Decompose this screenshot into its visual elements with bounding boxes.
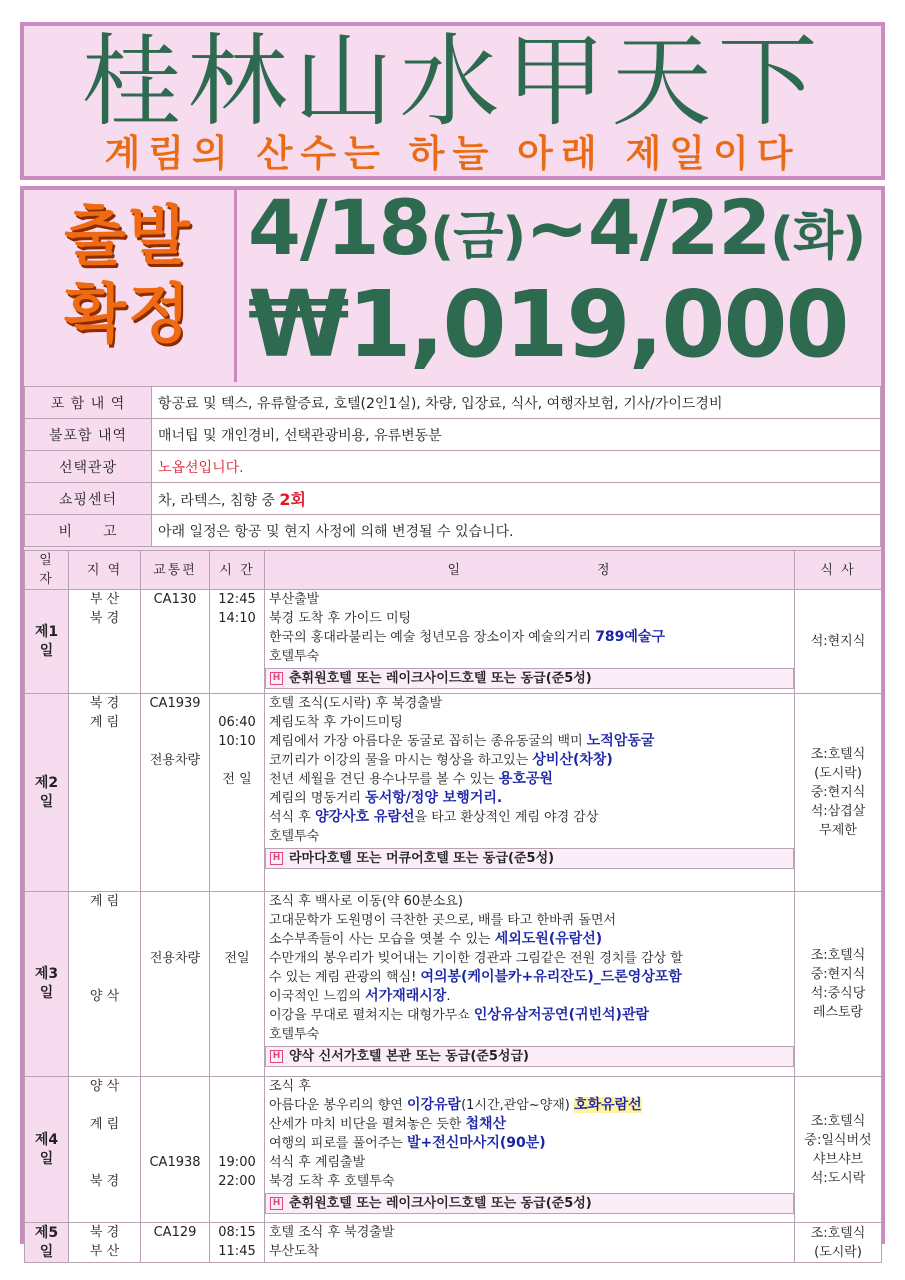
itinerary-text: 석식 후	[269, 810, 315, 825]
meal-info: (도시락)	[814, 766, 862, 781]
region-name: 양 삭	[89, 989, 120, 1004]
itinerary-line	[269, 1096, 790, 1115]
excluded-value: 매너팁 및 개인경비, 선택관광비용, 유류변동분	[152, 419, 881, 451]
itinerary-line	[269, 789, 790, 808]
day-row-5	[25, 1223, 882, 1263]
meal-info: 석:현지식	[810, 634, 866, 649]
tour-panel	[20, 183, 885, 1260]
itinerary-line: 수만개의 봉우리가 빚어내는 기이한 경관과 그림같은 전원 경치를 감상 할	[269, 951, 683, 966]
highlight-attraction: 동서항/정양 보행거리.	[365, 790, 503, 806]
itinerary-line: 고대문학가 도원명이 극찬한 곳으로, 배를 타고 한바퀴 돌면서	[269, 913, 617, 928]
day-row-2	[25, 694, 882, 892]
highlight-attraction: 용호공원	[498, 771, 553, 787]
itinerary-line	[269, 968, 790, 987]
header-region: 지 역	[69, 551, 141, 590]
optional-value: 노옵션입니다.	[152, 451, 881, 483]
itinerary-line: 호텔투숙	[269, 1027, 320, 1042]
banner-divider	[234, 190, 237, 382]
itinerary-line: 부산도착	[269, 1244, 320, 1259]
meal-cell	[795, 694, 882, 892]
highlight-attraction: 여의봉(케이블카+유리잔도)_드론영상포함	[420, 969, 682, 985]
region-name: 양 삭	[89, 1079, 120, 1094]
itinerary-text: 천년 세월을 견딘 용수나무를 볼 수 있는	[269, 772, 499, 787]
transport-cell	[141, 694, 210, 892]
highlight-attraction: 상비산(차창)	[532, 752, 613, 768]
flight-number: CA129	[153, 1225, 197, 1240]
transport-cell	[141, 590, 210, 694]
hotel-icon: H	[270, 852, 283, 865]
included-label: 포 함 내 역	[25, 387, 152, 419]
time-value: 08:15	[218, 1225, 256, 1240]
meal-info: 레스토랑	[812, 1005, 864, 1020]
itinerary-line: 북경 도착 후 호텔투숙	[269, 1174, 395, 1189]
region-name: 부 산	[89, 592, 120, 607]
itinerary-cell	[265, 1077, 795, 1223]
day-row-1	[25, 590, 882, 694]
itinerary-line	[269, 930, 790, 949]
itinerary-line	[269, 770, 790, 789]
itinerary-line: 계림도착 후 가이드미팅	[269, 715, 403, 730]
region-cell	[69, 1223, 141, 1263]
time-value: 10:10	[218, 734, 256, 749]
travel-dates	[248, 184, 888, 281]
itinerary-text: 소수부족들이 사는 모습을 엿볼 수 있는	[269, 932, 495, 947]
itinerary-text: 을 타고 환상적인 계림 야경 감상	[414, 810, 599, 825]
tour-price: ₩1,019,000	[248, 271, 848, 378]
info-table	[24, 386, 881, 547]
header-day: 일 자	[25, 551, 69, 590]
itinerary-cell	[265, 694, 795, 892]
itinerary-cell	[265, 1223, 795, 1263]
time-value: 전일	[224, 951, 250, 966]
day-label: 제2일	[25, 694, 69, 892]
header-itinerary: 일 정	[265, 551, 795, 590]
highlight-attraction: 첩채산	[465, 1116, 507, 1132]
meal-info: 무제한	[819, 823, 857, 838]
highlight-attraction: 세외도원(유람선)	[494, 931, 603, 947]
meal-info: 조:호텔식	[810, 948, 866, 963]
itinerary-line	[269, 1006, 790, 1025]
meal-info: 중:현지식	[810, 785, 866, 800]
confirm-line-1: 출발	[64, 200, 192, 274]
header-time: 시 간	[210, 551, 265, 590]
meal-info: 조:호텔식	[810, 1225, 866, 1241]
flight-number: CA1939	[149, 696, 201, 711]
highlight-attraction: 서가재래시장	[365, 988, 447, 1004]
time-value: 22:00	[218, 1174, 256, 1189]
region-cell	[69, 694, 141, 892]
itinerary-line	[269, 732, 790, 751]
hotel-icon: H	[270, 672, 283, 685]
itinerary-text: 코끼리가 이강의 물을 마시는 형상을 하고있는	[269, 753, 533, 768]
start-date: 4/18	[248, 183, 431, 272]
day-label: 제1일	[25, 590, 69, 694]
hotel-name: 양삭 신서가호텔 본관 또는 동급(준5성급)	[289, 1049, 529, 1064]
meal-cell	[795, 892, 882, 1077]
meal-info: 석:중식당	[810, 986, 866, 1001]
itinerary-line: 호텔투숙	[269, 649, 320, 664]
itinerary-line	[269, 1115, 790, 1134]
time-cell	[210, 694, 265, 892]
time-value: 11:45	[218, 1244, 256, 1259]
itinerary-line	[269, 1134, 790, 1153]
hotel-name: 춘휘원호텔 또는 레이크사이드호텔 또는 동급(준5성)	[289, 1196, 592, 1211]
itinerary-text: 계림에서 가장 아름다운 동굴로 꼽히는 종유동굴의 백미	[269, 734, 587, 749]
itinerary-header-row	[25, 551, 882, 590]
hotel-icon: H	[270, 1197, 283, 1210]
day-label: 제5일	[25, 1223, 69, 1263]
itinerary-text: 한국의 홍대라불리는 예술 청년모음 장소이자 예술의거리	[269, 630, 596, 645]
date-separator: ~	[525, 183, 588, 272]
flight-number: CA1938	[149, 1155, 201, 1170]
itinerary-line	[269, 987, 790, 1006]
meal-info: (도시락)	[814, 1244, 862, 1260]
header-transport: 교통편	[141, 551, 210, 590]
excluded-label: 불포함 내역	[25, 419, 152, 451]
time-cell	[210, 892, 265, 1077]
itinerary-table	[24, 550, 882, 1263]
itinerary-cell	[265, 892, 795, 1077]
meal-info: 중:현지식	[810, 967, 866, 982]
region-name: 계 림	[89, 894, 120, 909]
itinerary-text: 산세가 마치 비단을 펼쳐놓은 듯한	[269, 1117, 466, 1132]
itinerary-line	[269, 628, 790, 647]
transport-cell	[141, 1223, 210, 1263]
meal-info: 중:일식버섯	[804, 1132, 872, 1148]
itinerary-line: 호텔투숙	[269, 829, 320, 844]
meal-cell	[795, 1223, 882, 1263]
itinerary-cell	[265, 590, 795, 694]
departure-confirmed-badge	[28, 198, 228, 354]
highlight-attraction: 노적암동굴	[586, 733, 655, 749]
highlight-attraction: 이강유람	[406, 1097, 462, 1113]
transport-cell	[141, 892, 210, 1077]
time-cell	[210, 1223, 265, 1263]
region-name: 북 경	[89, 611, 120, 626]
hotel-name: 춘휘원호텔 또는 레이크사이드호텔 또는 동급(준5성)	[289, 671, 592, 686]
itinerary-line: 조식 후 백사로 이동(약 60분소요)	[269, 894, 463, 909]
end-day: (화)	[770, 207, 866, 267]
itinerary-text: 아름다운 봉우리의 향연	[269, 1098, 407, 1113]
region-name: 계 림	[89, 1117, 120, 1132]
shopping-label: 쇼핑센터	[25, 483, 152, 515]
itinerary-text: 계림의 명동거리	[269, 791, 366, 806]
time-value: 전 일	[222, 772, 252, 787]
day-row-3	[25, 892, 882, 1077]
region-cell	[69, 892, 141, 1077]
itinerary-text: 이강을 무대로 펼쳐지는 대형가무쇼	[269, 1008, 474, 1023]
info-row-shopping	[25, 483, 881, 515]
time-value: 06:40	[218, 715, 256, 730]
flight-number: CA130	[153, 592, 197, 607]
confirm-line-2: 확정	[64, 278, 192, 352]
itinerary-text: 이국적인 느낌의	[269, 989, 366, 1004]
page-subtitle: 계림의 산수는 하늘 아래 제일이다	[104, 132, 801, 175]
itinerary-line: 조식 후	[269, 1079, 311, 1094]
shopping-value: 차, 라텍스, 침향 중	[158, 493, 280, 509]
title-banner	[20, 22, 885, 180]
optional-label: 선택관광	[25, 451, 152, 483]
time-value: 19:00	[218, 1155, 256, 1170]
time-cell	[210, 590, 265, 694]
note-label: 비 고	[25, 515, 152, 547]
itinerary-line	[269, 751, 790, 770]
highlight-attraction: 발+전신마사지(90분)	[406, 1135, 546, 1151]
transport-type: 전용차량	[149, 951, 201, 966]
start-day: (금)	[430, 207, 526, 267]
page-title: 桂林山水甲天下	[81, 23, 824, 140]
itinerary-line: 석식 후 계림출발	[269, 1155, 366, 1170]
note-value: 아래 일정은 항공 및 현지 사정에 의해 변경될 수 있습니다.	[152, 515, 881, 547]
itinerary-line: 부산출발	[269, 592, 320, 607]
time-cell	[210, 1077, 265, 1223]
info-row-excluded	[25, 419, 881, 451]
meal-info: 조:호텔식	[810, 747, 866, 762]
itinerary-text: 여행의 피로를 풀어주는	[269, 1136, 407, 1151]
itinerary-line	[269, 808, 790, 827]
region-cell	[69, 1077, 141, 1223]
transport-cell	[141, 1077, 210, 1223]
itinerary-text: .	[446, 989, 451, 1004]
region-name: 북 경	[89, 1174, 120, 1189]
hotel-info	[265, 668, 794, 689]
info-row-optional	[25, 451, 881, 483]
day-label: 제3일	[25, 892, 69, 1077]
meal-info: 석:삼겹살	[810, 804, 866, 819]
info-row-included	[25, 387, 881, 419]
hotel-info	[265, 1046, 794, 1067]
time-value: 12:45	[218, 592, 256, 607]
end-date: 4/22	[587, 183, 771, 272]
region-name: 부 산	[89, 1244, 120, 1259]
shopping-cell	[152, 483, 881, 515]
highlight-attraction: 호화유람선	[574, 1097, 642, 1113]
region-name: 계 림	[89, 715, 120, 730]
itinerary-text: 수 있는 계림 관광의 핵심!	[269, 970, 421, 985]
meal-info: 샤브샤브	[812, 1151, 864, 1167]
hotel-info	[265, 848, 794, 869]
meal-info: 석:도시락	[810, 1170, 866, 1186]
highlight-attraction: 789예술구	[595, 629, 665, 645]
meal-info: 조:호텔식	[810, 1113, 866, 1129]
itinerary-text: (1시간,관암~양재)	[461, 1098, 575, 1113]
hotel-name: 라마다호텔 또는 머큐어호텔 또는 동급(준5성)	[289, 851, 555, 866]
itinerary-line: 북경 도착 후 가이드 미팅	[269, 611, 412, 626]
region-cell	[69, 590, 141, 694]
highlight-attraction: 양강사호 유람선	[314, 809, 415, 825]
meal-cell	[795, 1077, 882, 1223]
included-value: 항공료 및 텍스, 유류할증료, 호텔(2인1실), 차량, 입장료, 식사, 여행자보험, 기사/가이드경비	[152, 387, 881, 419]
day-row-4	[25, 1077, 882, 1223]
hotel-icon: H	[270, 1050, 283, 1063]
time-value: 14:10	[218, 611, 256, 626]
hotel-info	[265, 1193, 794, 1214]
highlight-attraction: 인상유삼저공연(귀빈석)관람	[473, 1007, 649, 1023]
region-name: 북 경	[89, 696, 120, 711]
itinerary-line: 호텔 조식(도시락) 후 북경출발	[269, 696, 443, 711]
meal-cell	[795, 590, 882, 694]
transport-type: 전용차량	[149, 753, 201, 768]
region-name: 북 경	[89, 1225, 120, 1240]
info-row-note	[25, 515, 881, 547]
day-label: 제4일	[25, 1077, 69, 1223]
header-meal: 식 사	[795, 551, 882, 590]
itinerary-line: 호텔 조식 후 북경출발	[269, 1225, 395, 1240]
shopping-count: 2회	[279, 490, 306, 509]
